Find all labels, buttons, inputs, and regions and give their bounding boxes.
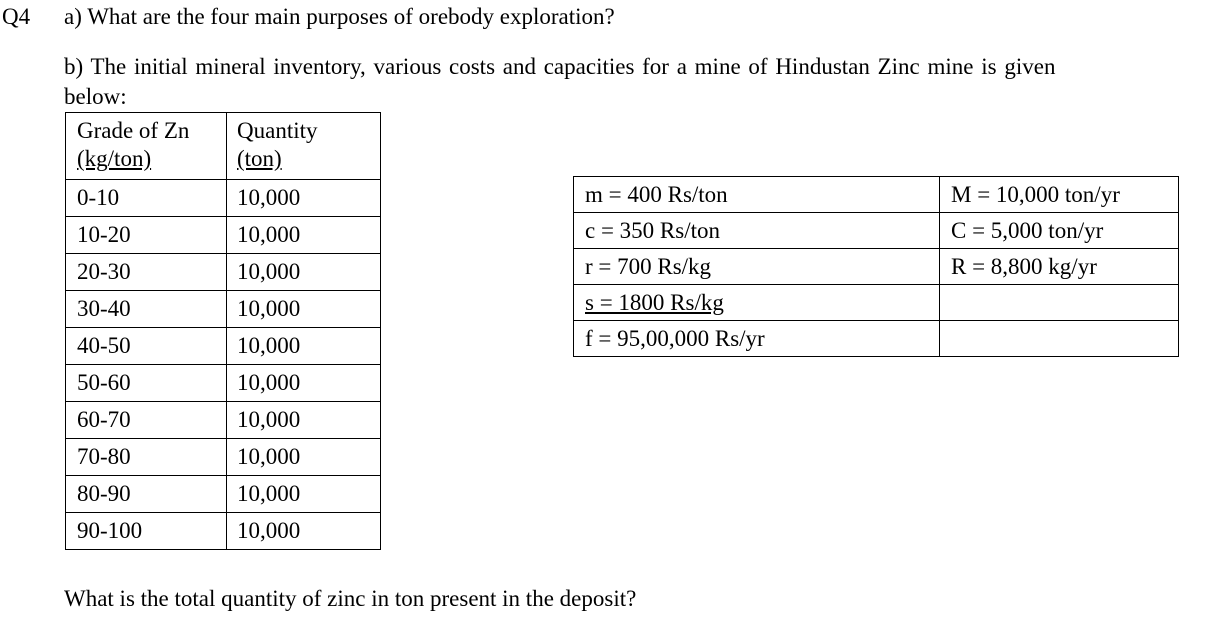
quantity-cell: 10,000 [227,180,381,217]
quantity-cell: 10,000 [227,217,381,254]
grade-table-header-row [66,113,381,180]
quantity-cell: 10,000 [227,439,381,476]
grade-cell: 10-20 [66,217,227,254]
table-row [66,180,381,217]
table-row [574,249,1179,285]
capacity-cell: M = 10,000 ton/yr [940,177,1179,213]
question-part-a: a) What are the four main purposes of orebody exploration? [64,4,615,29]
quantity-header-line2: (ton) [237,146,282,171]
grade-cell: 70-80 [66,439,227,476]
quantity-column-header [227,113,381,180]
grade-cell: 90-100 [66,513,227,550]
grade-cell: 30-40 [66,291,227,328]
table-row [66,476,381,513]
table-row [66,439,381,476]
quantity-header-line1: Quantity [237,118,318,143]
grade-column-header [66,113,227,180]
capacity-cell-empty [940,321,1179,357]
table-row [66,217,381,254]
question-part-b-line1: b) The initial mineral inventory, various costs and capacities for a mine of Hindustan Zinc mine is given [64,54,1056,79]
question-number: Q4 [2,4,31,29]
cost-cell: r = 700 Rs/kg [574,249,940,285]
grade-cell: 40-50 [66,328,227,365]
grade-cell: 80-90 [66,476,227,513]
grade-quantity-table [65,112,381,550]
table-row [66,328,381,365]
capacity-cell-empty [940,285,1179,321]
grade-cell: 50-60 [66,365,227,402]
cost-cell: f = 95,00,000 Rs/yr [574,321,940,357]
table-row [574,285,1179,321]
quantity-cell: 10,000 [227,291,381,328]
quantity-cell: 10,000 [227,402,381,439]
final-question: What is the total quantity of zinc in ton present in the deposit? [64,586,637,611]
quantity-cell: 10,000 [227,328,381,365]
table-row [66,365,381,402]
quantity-cell: 10,000 [227,254,381,291]
table-row [574,177,1179,213]
table-row [66,402,381,439]
table-row [574,213,1179,249]
cost-cell: c = 350 Rs/ton [574,213,940,249]
grade-header-line2: (kg/ton) [77,146,152,171]
cost-cell: m = 400 Rs/ton [574,177,940,213]
table-row [66,513,381,550]
grade-cell: 0-10 [66,180,227,217]
capacity-cell: R = 8,800 kg/yr [940,249,1179,285]
grade-cell: 60-70 [66,402,227,439]
cost-cell: s = 1800 Rs/kg [574,285,940,321]
question-part-b-line2: below: [64,84,127,109]
quantity-cell: 10,000 [227,476,381,513]
capacity-cell: C = 5,000 ton/yr [940,213,1179,249]
table-row [574,321,1179,357]
cost-capacity-table [573,176,1179,357]
quantity-cell: 10,000 [227,513,381,550]
grade-cell: 20-30 [66,254,227,291]
table-row [66,291,381,328]
grade-header-line1: Grade of Zn [77,118,190,143]
quantity-cell: 10,000 [227,365,381,402]
table-row [66,254,381,291]
